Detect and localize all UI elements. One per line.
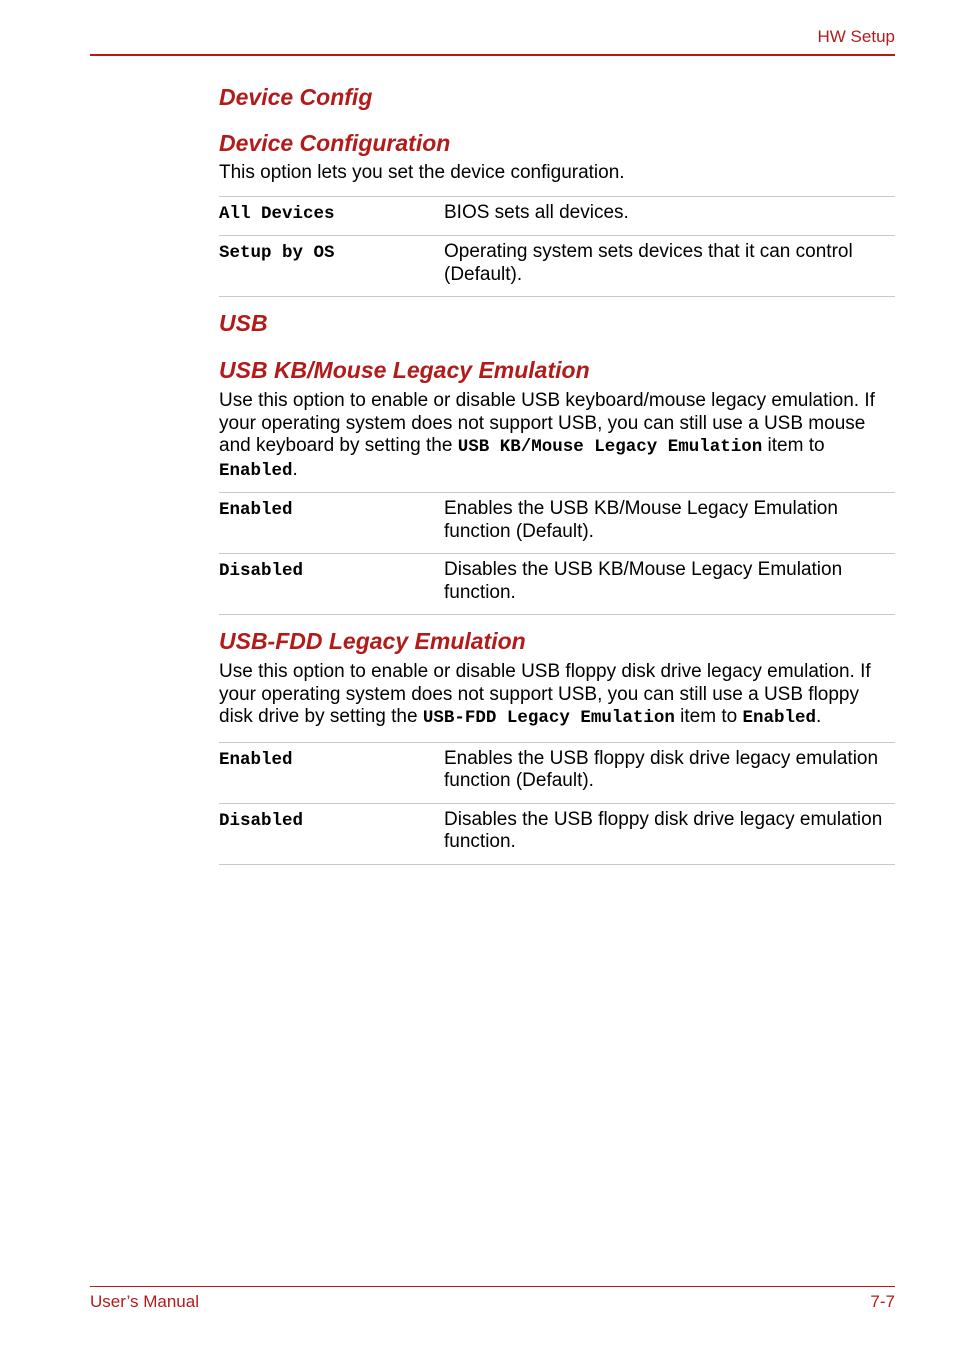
usb-kb-mouse-description: Use this option to enable or disable USB keyboard/mouse legacy emulation. If your operating system does not support USB, you can still use a USB mouse and keyboard by setting the USB KB/Mouse Legacy Emulation item to Enabled. [219,390,875,481]
option-name: All Devices [219,196,444,236]
option-description: BIOS sets all devices. [444,196,895,236]
table-row [219,196,895,236]
option-name: Enabled [219,742,444,803]
page-number: 7-7 [870,1292,895,1311]
setting-value: Enabled [742,708,816,728]
option-description: Disables the USB KB/Mouse Legacy Emulation function. [444,554,895,615]
usb-fdd-options-table [219,742,895,865]
table-row [219,236,895,297]
option-description: Disables the USB floppy disk drive legacy emulation function. [444,803,895,864]
option-name: Setup by OS [219,236,444,297]
option-name: Disabled [219,803,444,864]
device-configuration-subheading: Device Configuration [219,130,451,156]
footer-manual-title: User’s Manual [90,1292,199,1311]
option-name: Disabled [219,554,444,615]
option-description: Operating system sets devices that it can control (Default). [444,236,895,297]
usb-kb-mouse-options-table [219,492,895,615]
option-description: Enables the USB floppy disk drive legacy emulation function (Default). [444,742,895,803]
table-row [219,493,895,554]
setting-name: USB KB/Mouse Legacy Emulation [457,437,763,457]
table-row [219,554,895,615]
usb-fdd-description: Use this option to enable or disable USB floppy disk drive legacy emulation. If your operating system does not support USB, you can still use a USB floppy disk drive by setting the USB-FDD Legacy Emulation item to Enabled. [219,661,871,728]
option-description: Enables the USB KB/Mouse Legacy Emulation function (Default). [444,493,895,554]
option-name: Enabled [219,493,444,554]
usb-kb-mouse-subheading: USB KB/Mouse Legacy Emulation [219,357,590,383]
usb-fdd-subheading: USB-FDD Legacy Emulation [219,628,526,654]
setting-value: Enabled [219,460,293,481]
usb-heading: USB [219,310,268,336]
page-content [219,83,895,865]
table-row [219,742,895,803]
table-row [219,803,895,864]
header-rule [90,54,895,56]
footer-rule [90,1286,895,1287]
device-config-heading: Device Config [219,84,373,110]
setting-name: USB-FDD Legacy Emulation [422,708,675,728]
device-configuration-options-table [219,196,895,298]
running-header: HW Setup [817,27,895,46]
device-configuration-description: This option lets you set the device configuration. [219,162,625,183]
